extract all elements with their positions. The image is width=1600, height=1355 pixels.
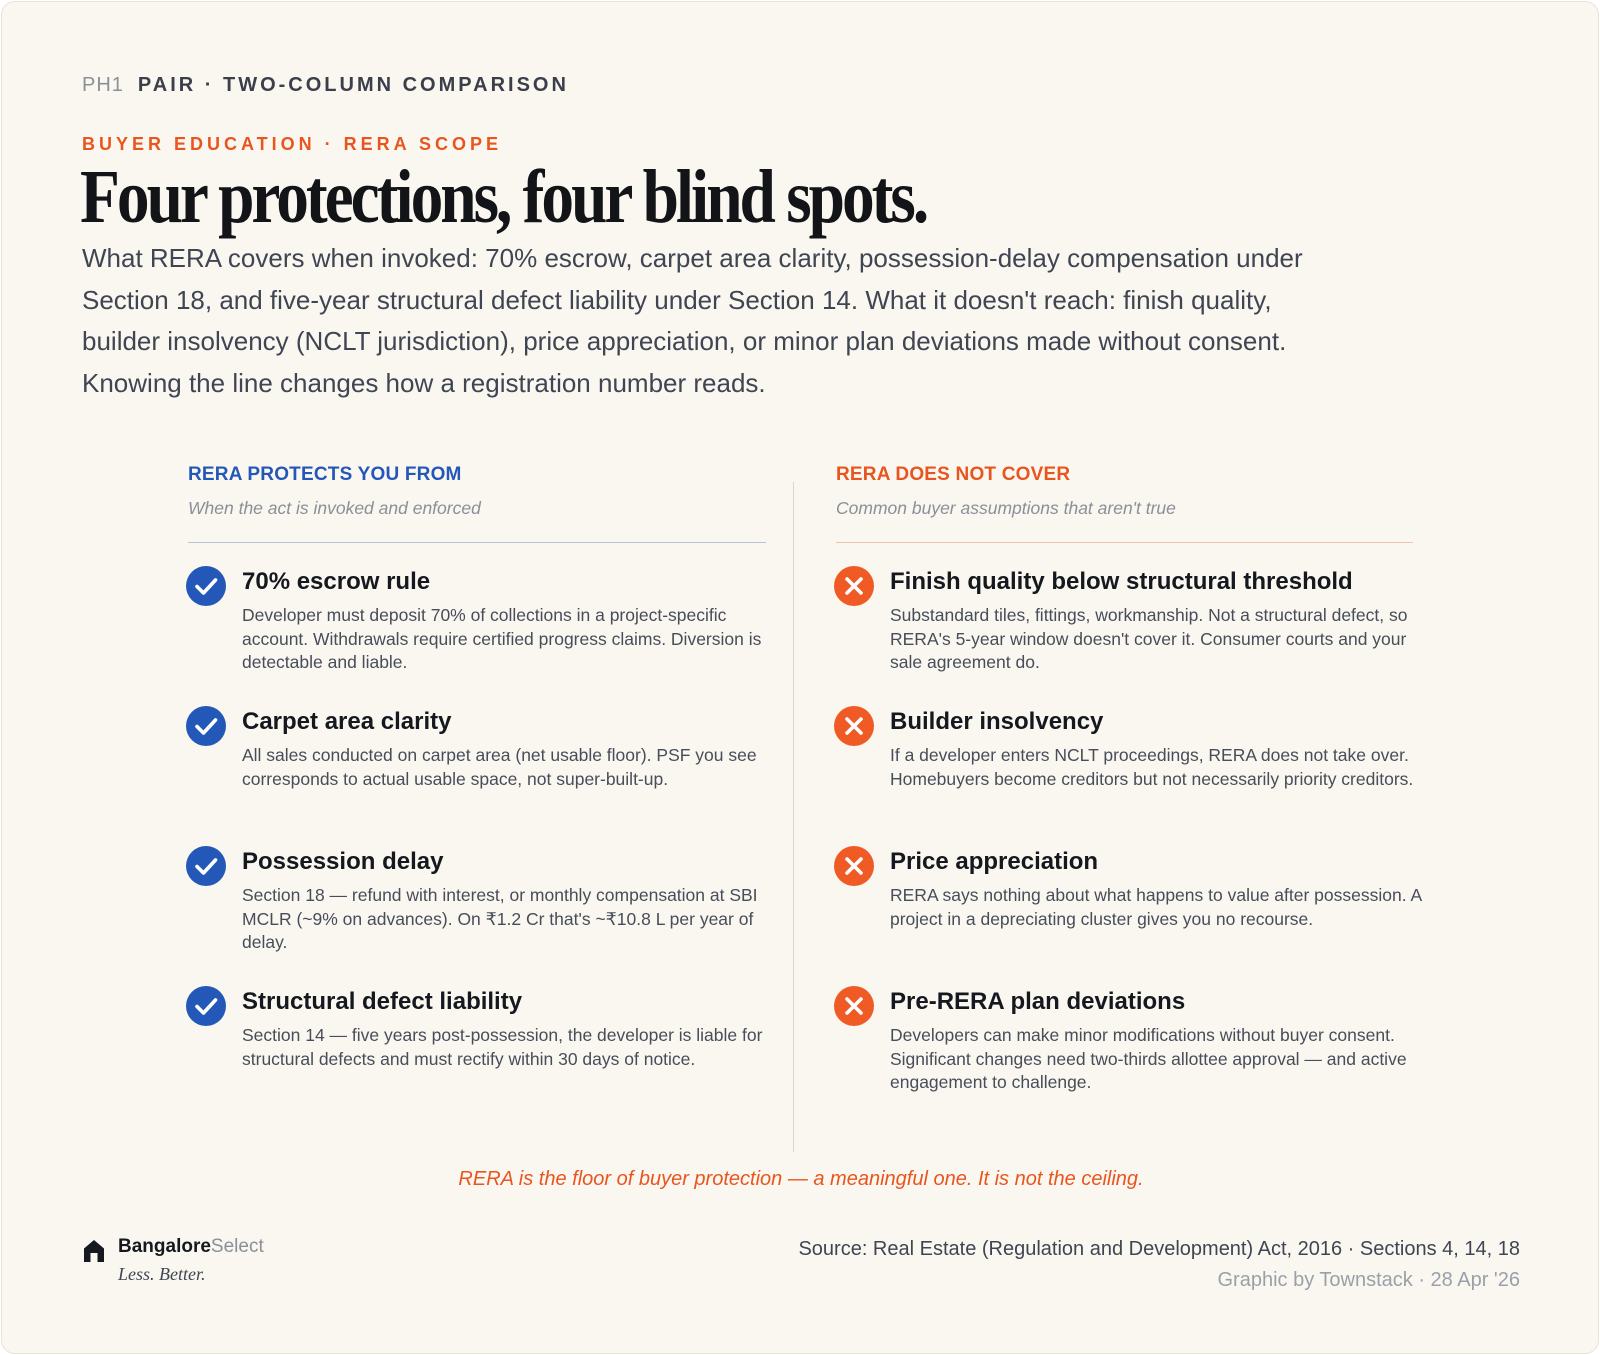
x-icon xyxy=(834,846,874,886)
format-code: PH1 xyxy=(82,74,124,96)
x-icon xyxy=(834,566,874,606)
protect-item-title: 70% escrow rule xyxy=(242,568,431,595)
not-covered-heading: RERA DOES NOT COVER xyxy=(836,464,1071,485)
source-citation: Source: Real Estate (Regulation and Development) Act, 2016 · Sections 4, 14, 18 xyxy=(798,1238,1520,1260)
brand-name-light: Select xyxy=(210,1236,264,1257)
gap-item-body: Substandard tiles, fittings, workmanship. Not a structural defect, so RERA's 5-year window doesn't cover it. Consumer courts and your sale agreement do. xyxy=(890,605,1408,672)
brand-name-strong: Bangalore xyxy=(118,1236,211,1257)
gap-item-title: Builder insolvency xyxy=(890,708,1104,735)
gap-item-title: Pre-RERA plan deviations xyxy=(890,988,1186,1015)
gap-item-body: Developers can make minor modifications without buyer consent. Significant changes need two-thirds allottee approval — and active engagement to challenge. xyxy=(890,1025,1407,1092)
infographic-page xyxy=(1,1,1599,1354)
check-icon xyxy=(186,706,226,746)
check-icon xyxy=(186,566,226,606)
gap-item-body: RERA says nothing about what happens to value after possession. A project in a depreciating cluster gives you no recourse. xyxy=(890,885,1422,929)
format-label: PAIR · TWO-COLUMN COMPARISON xyxy=(137,74,569,96)
protect-item-body: Section 18 — refund with interest, or monthly compensation at SBI MCLR (~9% on advances). On ₹1.2 Cr that's ~₹10.8 L per year of delay. xyxy=(242,885,758,952)
column-divider xyxy=(793,482,794,1152)
closing-tagline: RERA is the floor of buyer protection — a meaningful one. It is not the ceiling. xyxy=(458,1168,1144,1190)
not-covered-column xyxy=(836,464,1422,1092)
gap-item-title: Finish quality below structural threshold xyxy=(890,568,1353,595)
protect-item-body: Section 14 — five years post-possession, the developer is liable for structural defects and must rectify within 30 days of notice. xyxy=(242,1025,763,1069)
protect-item-title: Carpet area clarity xyxy=(242,708,452,735)
brand-tagline: Less. Better. xyxy=(118,1264,206,1284)
brand-name xyxy=(118,1236,264,1258)
protect-item-title: Possession delay xyxy=(242,848,444,875)
not-covered-rule xyxy=(836,542,1413,543)
intro-paragraph: What RERA covers when invoked: 70% escrow, carpet area clarity, possession-delay compensation under Section 18, and five-year structural defect liability under Section 14. What it doesn't reach: finish quality, builder insolvency (NCLT jurisdiction), price appreciation, or minor plan deviations made without consent. Knowing the line changes how a registration number reads. xyxy=(82,243,1303,398)
headline: Four protections, four blind spots. xyxy=(80,155,927,239)
home-icon xyxy=(82,1238,106,1264)
gap-item-body: If a developer enters NCLT proceedings, RERA does not take over. Homebuyers become creditors but not necessarily priority creditors. xyxy=(890,745,1414,789)
protects-subheading: When the act is invoked and enforced xyxy=(188,498,481,518)
protects-column xyxy=(188,464,768,1069)
x-icon xyxy=(834,706,874,746)
check-icon xyxy=(186,986,226,1026)
format-eyebrow xyxy=(82,74,569,97)
check-icon xyxy=(186,846,226,886)
kicker: BUYER EDUCATION · RERA SCOPE xyxy=(82,134,503,154)
protect-item-body: All sales conducted on carpet area (net usable floor). PSF you see corresponds to actual usable space, not super-built-up. xyxy=(242,745,757,789)
x-icon xyxy=(834,986,874,1026)
protects-rule xyxy=(188,542,766,543)
protects-heading: RERA PROTECTS YOU FROM xyxy=(188,464,462,485)
gap-item-title: Price appreciation xyxy=(890,848,1099,875)
not-covered-subheading: Common buyer assumptions that aren't true xyxy=(836,498,1176,518)
protect-item-title: Structural defect liability xyxy=(242,988,523,1015)
graphic-credit: Graphic by Townstack · 28 Apr '26 xyxy=(1217,1269,1520,1291)
protect-item-body: Developer must deposit 70% of collections in a project-specific account. Withdrawals require certified progress claims. Diversion is detectable and liable. xyxy=(242,605,762,672)
